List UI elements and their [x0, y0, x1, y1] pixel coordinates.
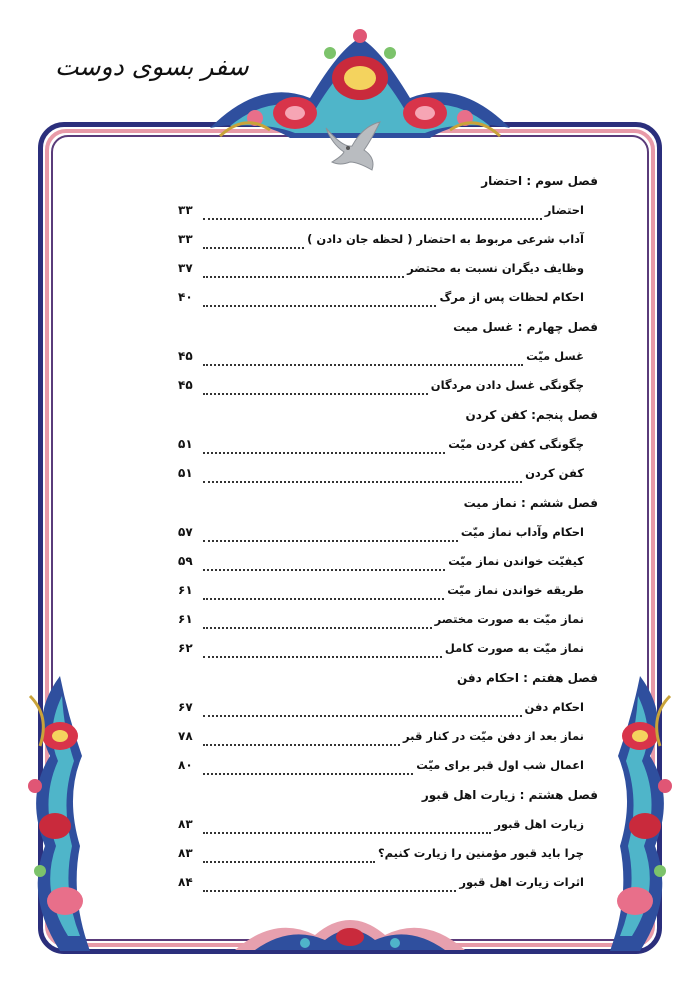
- toc-entry[interactable]: [178, 576, 598, 605]
- toc-entry[interactable]: [178, 371, 598, 400]
- toc-entry[interactable]: [178, 254, 598, 283]
- dot-leader: [203, 237, 304, 249]
- dot-leader: [203, 471, 522, 483]
- toc-entry[interactable]: [178, 547, 598, 576]
- entry-page-number: ۶۲: [178, 641, 193, 655]
- chapter-heading: فصل ششم : نماز میت: [463, 496, 598, 510]
- entry-title: نماز میّت به صورت مختصر: [434, 612, 584, 626]
- entry-page-number: ۸۳: [178, 846, 193, 860]
- toc-entry[interactable]: [178, 342, 598, 371]
- entry-title: کفن کردن: [525, 466, 584, 480]
- toc-entry[interactable]: [178, 868, 598, 897]
- right-floral-ornament: [590, 676, 680, 951]
- toc-entry[interactable]: [178, 430, 598, 459]
- entry-page-number: ۳۳: [178, 232, 193, 246]
- toc-entry[interactable]: [178, 693, 598, 722]
- dot-leader: [203, 617, 432, 629]
- entry-page-number: ۵۷: [178, 525, 193, 539]
- entry-page-number: ۳۷: [178, 261, 193, 275]
- dot-leader: [203, 208, 542, 220]
- toc-entry[interactable]: [178, 518, 598, 547]
- dot-leader: [203, 763, 413, 775]
- entry-page-number: ۵۱: [178, 437, 193, 451]
- toc-entry[interactable]: [178, 634, 598, 663]
- bottom-floral-ornament: [235, 905, 465, 955]
- table-of-contents: [178, 166, 598, 897]
- entry-title: چگونگی کفن کردن میّت: [448, 437, 584, 451]
- toc-entry[interactable]: [178, 283, 598, 312]
- toc-entry[interactable]: [178, 810, 598, 839]
- entry-title: اعمال شب اول قبر برای میّت: [416, 758, 584, 772]
- entry-page-number: ۵۹: [178, 554, 193, 568]
- toc-section: [178, 400, 598, 488]
- dot-leader: [203, 851, 375, 863]
- book-title: سفر بسوی دوست: [55, 52, 249, 81]
- entry-page-number: ۶۱: [178, 612, 193, 626]
- toc-section: [178, 663, 598, 780]
- toc-section: [178, 166, 598, 312]
- toc-entry[interactable]: [178, 196, 598, 225]
- toc-entry[interactable]: [178, 459, 598, 488]
- entry-page-number: ۸۴: [178, 875, 193, 889]
- dot-leader: [203, 295, 436, 307]
- left-floral-ornament: [20, 676, 110, 951]
- dot-leader: [203, 354, 523, 366]
- entry-title: زیارت اهل قبور: [494, 817, 584, 831]
- chapter-heading: فصل پنجم: کفن کردن: [465, 408, 598, 422]
- toc-section: [178, 488, 598, 663]
- entry-title: نماز میّت به صورت کامل: [444, 641, 584, 655]
- dot-leader: [203, 442, 445, 454]
- toc-entry[interactable]: [178, 605, 598, 634]
- chapter-heading: فصل هشتم : زیارت اهل قبور: [421, 788, 598, 802]
- dot-leader: [203, 734, 400, 746]
- entry-page-number: ۶۷: [178, 700, 193, 714]
- toc-section: [178, 312, 598, 400]
- dot-leader: [203, 530, 458, 542]
- entry-page-number: ۸۰: [178, 758, 193, 772]
- entry-title: چرا باید قبور مؤمنین را زیارت کنیم؟: [377, 846, 584, 860]
- entry-title: اثرات زیارت اهل قبور: [459, 875, 584, 889]
- dot-leader: [203, 266, 404, 278]
- entry-title: چگونگی غسل دادن مردگان: [430, 378, 584, 392]
- entry-page-number: ۸۳: [178, 817, 193, 831]
- dot-leader: [203, 705, 522, 717]
- entry-page-number: ۳۳: [178, 203, 193, 217]
- toc-entry[interactable]: [178, 722, 598, 751]
- entry-page-number: ۵۱: [178, 466, 193, 480]
- chapter-heading: فصل هفتم : احکام دفن: [456, 671, 598, 685]
- toc-entry[interactable]: [178, 751, 598, 780]
- dot-leader: [203, 822, 491, 834]
- entry-title: طریقه خواندن نماز میّت: [447, 583, 584, 597]
- entry-title: نماز بعد از دفن میّت در کنار قبر: [403, 729, 584, 743]
- entry-page-number: ۴۵: [178, 349, 193, 363]
- toc-section: [178, 780, 598, 897]
- chapter-heading: فصل چهارم : غسل میت: [453, 320, 598, 334]
- entry-title: آداب شرعی مربوط به احتضار ( لحظه جان دادن ): [307, 232, 584, 246]
- dot-leader: [203, 880, 456, 892]
- entry-page-number: ۴۰: [178, 290, 193, 304]
- entry-title: احتضار: [544, 203, 584, 217]
- toc-entry[interactable]: [178, 839, 598, 868]
- entry-title: احکام دفن: [524, 700, 584, 714]
- dot-leader: [203, 588, 444, 600]
- toc-entry[interactable]: [178, 225, 598, 254]
- entry-page-number: ۶۱: [178, 583, 193, 597]
- entry-page-number: ۷۸: [178, 729, 193, 743]
- dot-leader: [203, 559, 445, 571]
- entry-title: احکام وآداب نماز میّت: [460, 525, 584, 539]
- dot-leader: [203, 646, 442, 658]
- entry-title: احکام لحظات پس از مرگ: [439, 290, 584, 304]
- entry-title: غسل میّت: [526, 349, 584, 363]
- dot-leader: [203, 383, 428, 395]
- chapter-heading: فصل سوم : احتضار: [481, 174, 598, 188]
- entry-page-number: ۴۵: [178, 378, 193, 392]
- entry-title: کیفیّت خواندن نماز میّت: [448, 554, 584, 568]
- entry-title: وظایف دیگران نسبت به محتضر: [407, 261, 584, 275]
